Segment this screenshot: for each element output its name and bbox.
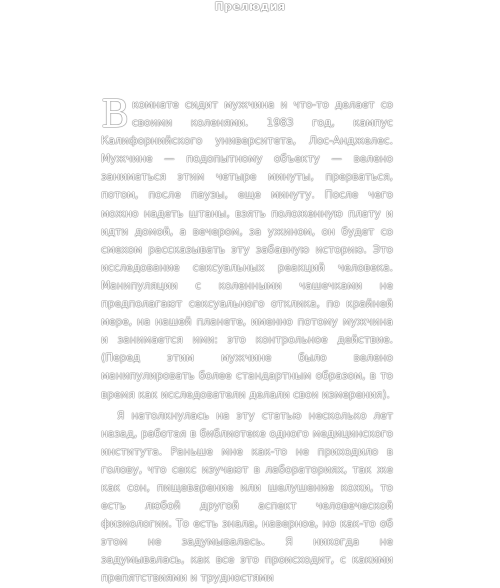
running-head: Прелюдия (214, 0, 286, 13)
paragraph-1 (101, 92, 393, 404)
paragraph-1-text: комнате сидит мужчина и что-то делает со своими коленями. 1983 год, кампус Калифорнийского университета, Лос-Анджелес. Мужчине — подопытному объекту — велено заниматься этим четыре минуты, прерваться, потом, после паузы, еще минуту. После чего можно надеть штаны, взять положенную плату и идти домой, а вечером, за ужином, он будет со смехом рассказывать эту забавную историю. Это исследование сексуальных реакций человека. Манипуляции с коленными чашечками не предполагают сексуального отклика, по крайней мере, на нашей планете, именно потому мужчина и занимается ими: это контрольное действие. (Перед этим мужчине было велено манипулировать более стандартным образом, в то время как исследователи делали свои измерения). (101, 99, 393, 401)
body-text (101, 92, 393, 588)
paragraph-2: Я натолкнулась на эту статью несколько лет назад, работая в библиотеке одного медицинского института. Раньше мне как-то не приходило в голову, что секс изучают в лабораториях, так же как сон, пищеварение или шелушение кожи, то есть любой другой аспект человеческой физиологии. То есть знала, наверное, но как-то об этом не задумывалась. Я никогда не задумывалась, как все это происходит, с какими препятствиями и трудностями (101, 409, 393, 585)
drop-cap: В (101, 92, 129, 136)
